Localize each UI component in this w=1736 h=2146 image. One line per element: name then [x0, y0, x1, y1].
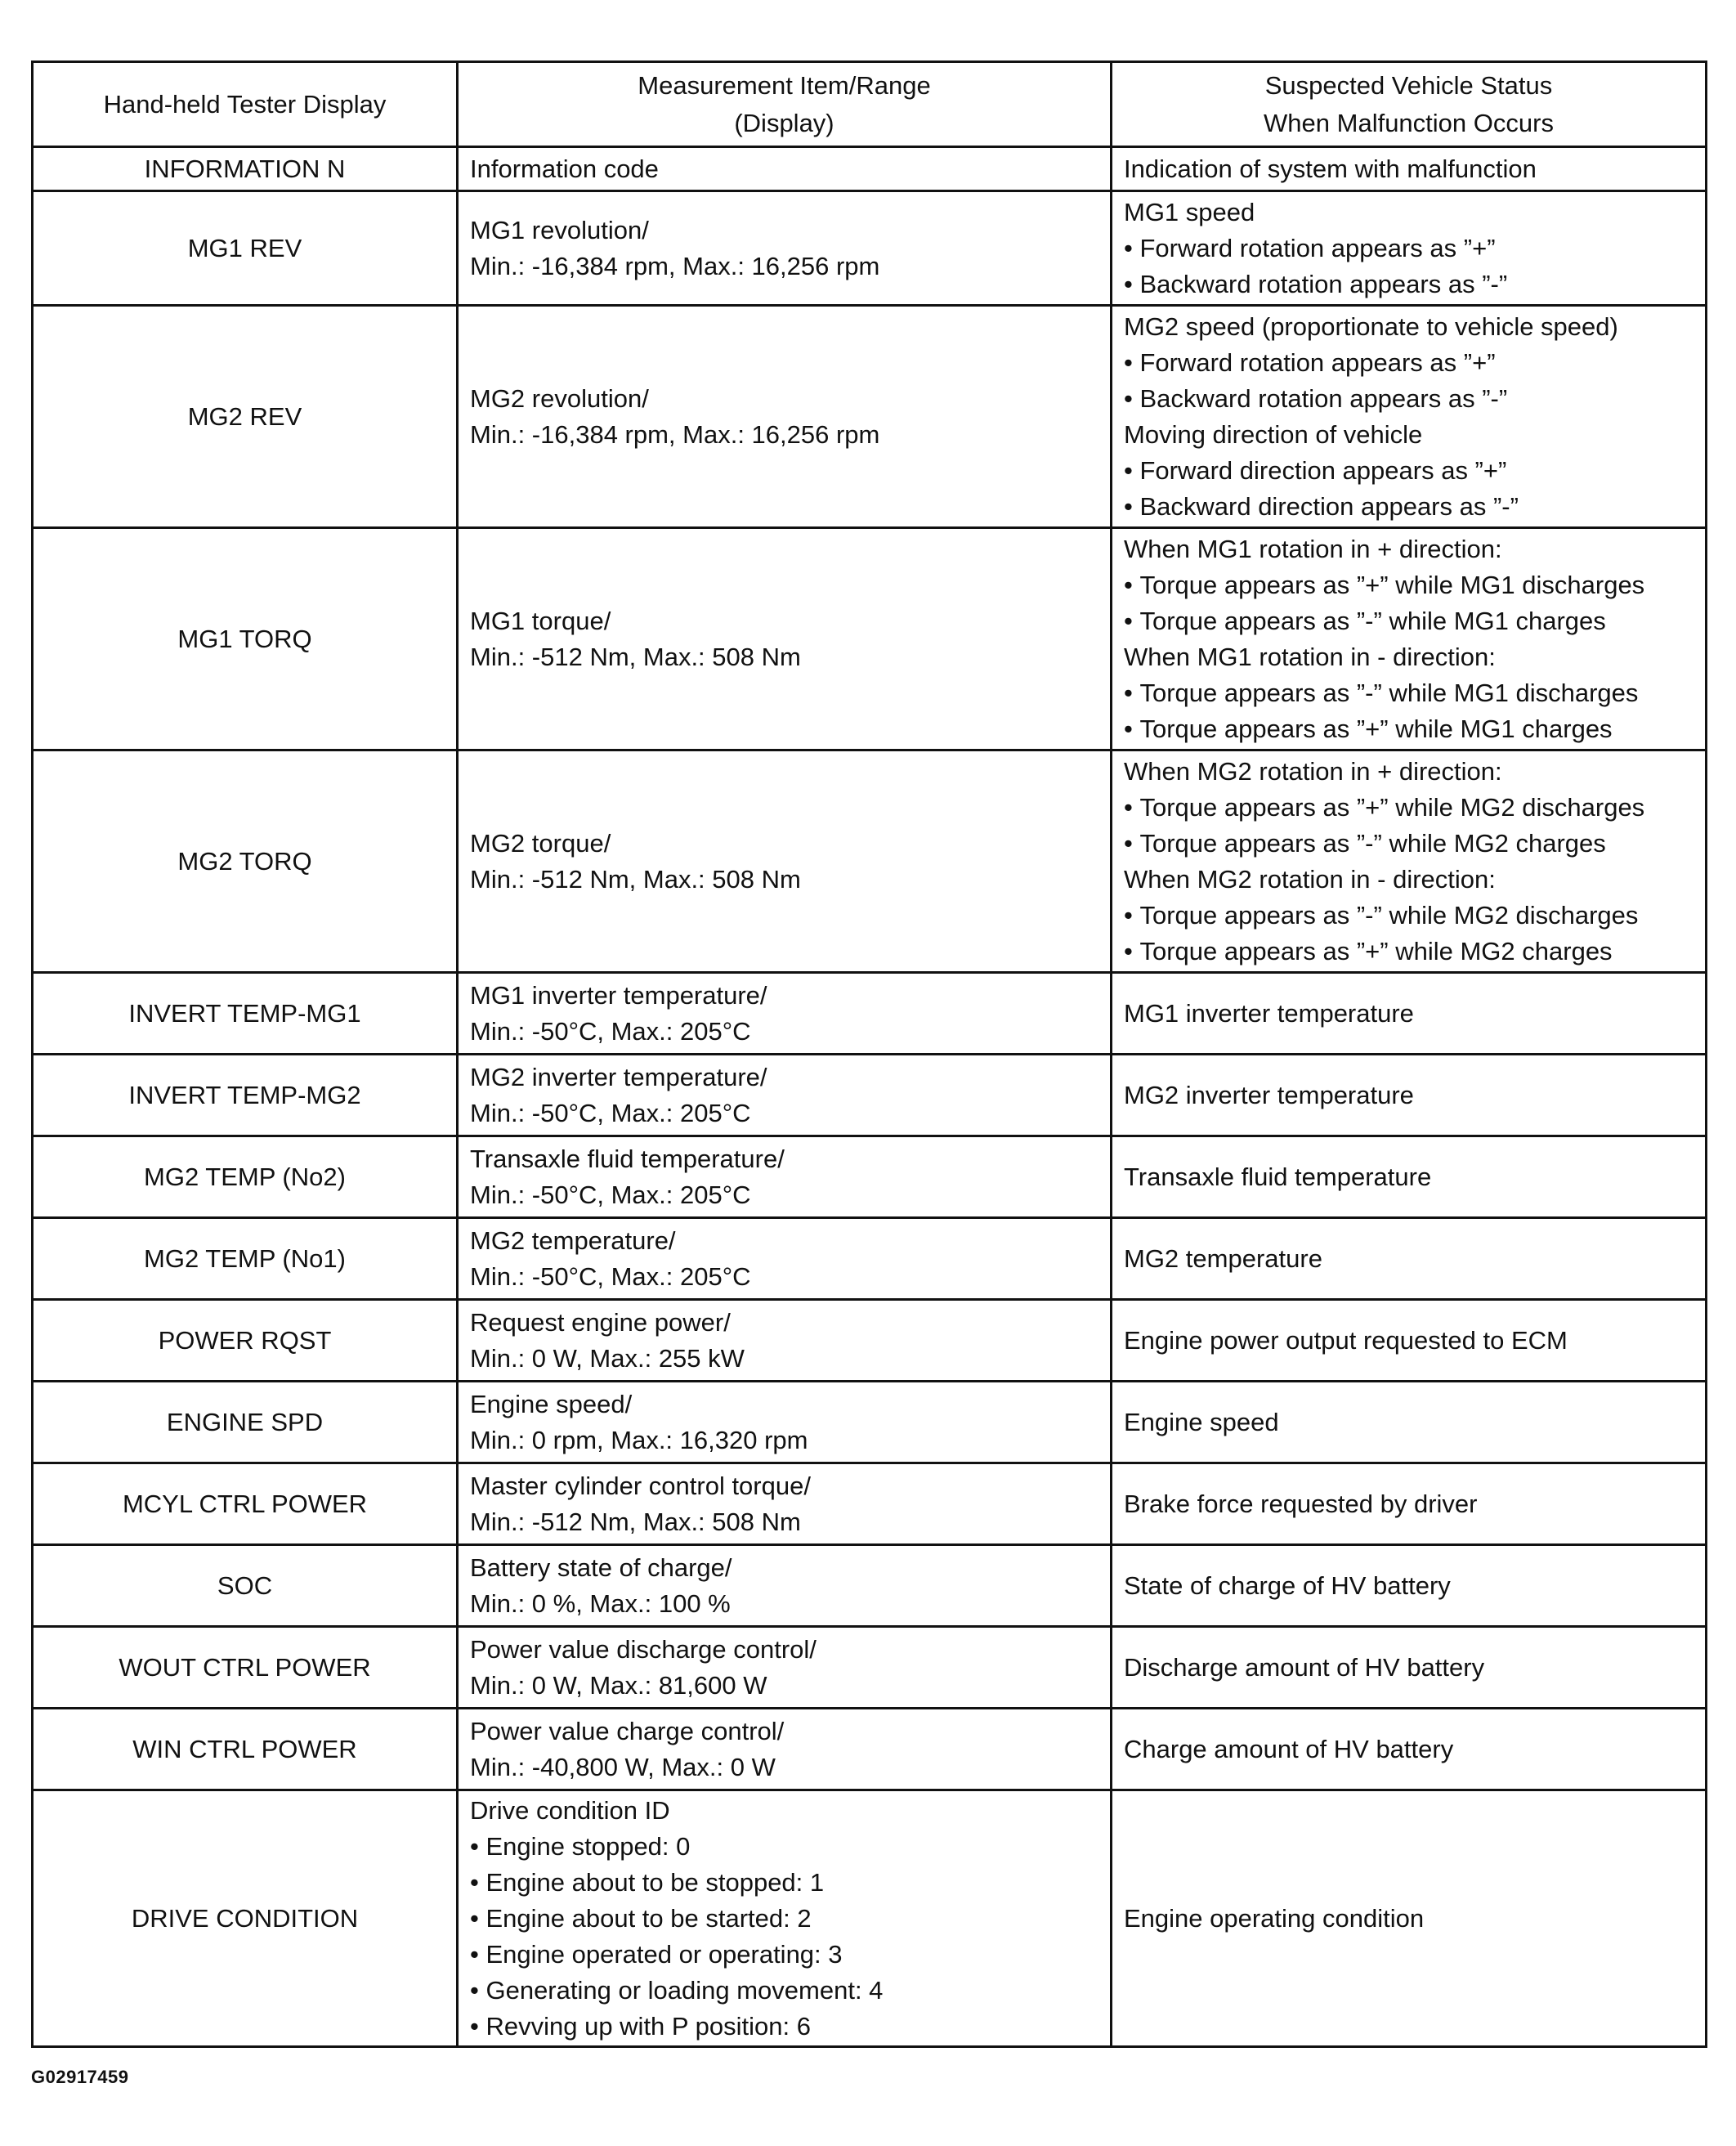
status-line: Engine operating condition: [1124, 1903, 1425, 1933]
display-name: MG1 TORQ: [177, 624, 312, 653]
cell-measurement-range: [458, 1300, 1112, 1382]
measurement-line: MG2 inverter temperature/: [470, 1062, 767, 1091]
measurement-line: Power value charge control/: [470, 1716, 785, 1745]
cell-measurement-range: [458, 1709, 1112, 1790]
table-row: [33, 1463, 1707, 1545]
status-line: When MG2 rotation in + direction:: [1124, 756, 1502, 786]
cell-suspected-status: [1112, 750, 1707, 973]
cell-measurement-range: [458, 1790, 1112, 2047]
header-line: When Malfunction Occurs: [1264, 108, 1554, 137]
measurement-line: Engine speed/: [470, 1389, 633, 1418]
data-list-table: [31, 60, 1707, 2048]
bullet-item: • Engine about to be started: 2: [470, 1901, 1098, 1937]
cell-tester-display: [33, 973, 458, 1055]
bullet-item: • Forward rotation appears as ”+”: [1124, 231, 1693, 267]
table-row: [33, 1218, 1707, 1300]
cell-suspected-status: [1112, 306, 1707, 528]
bullet-item: • Forward rotation appears as ”+”: [1124, 345, 1693, 381]
cell-measurement-range: [458, 1463, 1112, 1545]
table-header-row: [33, 62, 1707, 147]
header-line: (Display): [734, 108, 834, 137]
measurement-line: Min.: 0 rpm, Max.: 16,320 rpm: [470, 1425, 808, 1454]
cell-tester-display: [33, 1790, 458, 2047]
status-line: When MG2 rotation in - direction:: [1124, 864, 1496, 894]
cell-suspected-status: [1112, 1790, 1707, 2047]
cell-tester-display: [33, 1545, 458, 1627]
bullet-item: • Backward direction appears as ”-”: [1124, 489, 1693, 525]
header-tester-display: [33, 62, 458, 147]
bullet-item: • Torque appears as ”-” while MG1 charges: [1124, 603, 1693, 639]
table-row: [33, 1709, 1707, 1790]
bullet-item: • Engine about to be stopped: 1: [470, 1865, 1098, 1901]
bullet-item: • Torque appears as ”+” while MG1 charges: [1124, 711, 1693, 747]
cell-measurement-range: [458, 147, 1112, 191]
bullet-item: • Backward rotation appears as ”-”: [1124, 381, 1693, 417]
table-row: [33, 750, 1707, 973]
cell-tester-display: [33, 1218, 458, 1300]
measurement-line: Min.: 0 W, Max.: 81,600 W: [470, 1670, 767, 1700]
display-name: MG2 REV: [187, 401, 302, 431]
measurement-line: Min.: 0 %, Max.: 100 %: [470, 1588, 731, 1618]
table-row: [33, 306, 1707, 528]
table-row: [33, 1545, 1707, 1627]
status-line: When MG1 rotation in - direction:: [1124, 642, 1496, 671]
status-line: MG1 speed: [1124, 197, 1255, 226]
measurement-line: Min.: -50°C, Max.: 205°C: [470, 1016, 751, 1046]
status-line: Charge amount of HV battery: [1124, 1734, 1454, 1763]
cell-suspected-status: [1112, 1545, 1707, 1627]
bullet-item: • Generating or loading movement: 4: [470, 1973, 1098, 2009]
cell-suspected-status: [1112, 1627, 1707, 1709]
status-line: Engine power output requested to ECM: [1124, 1325, 1568, 1355]
measurement-line: Min.: -512 Nm, Max.: 508 Nm: [470, 1507, 801, 1536]
measurement-line: MG2 temperature/: [470, 1225, 676, 1255]
status-line: MG1 inverter temperature: [1124, 998, 1414, 1028]
table-row: [33, 528, 1707, 750]
measurement-line: Min.: -40,800 W, Max.: 0 W: [470, 1752, 776, 1781]
measurement-line: Transaxle fluid temperature/: [470, 1144, 785, 1173]
status-line: MG2 temperature: [1124, 1243, 1322, 1273]
bullet-item: • Torque appears as ”+” while MG2 charges: [1124, 934, 1693, 970]
cell-measurement-range: [458, 1136, 1112, 1218]
status-line: Engine speed: [1124, 1407, 1279, 1436]
table-row: [33, 1300, 1707, 1382]
cell-tester-display: [33, 750, 458, 973]
cell-suspected-status: [1112, 191, 1707, 306]
cell-tester-display: [33, 1463, 458, 1545]
status-line: Moving direction of vehicle: [1124, 419, 1423, 449]
cell-suspected-status: [1112, 528, 1707, 750]
cell-tester-display: [33, 1055, 458, 1136]
cell-measurement-range: [458, 1382, 1112, 1463]
bullet-item: • Forward direction appears as ”+”: [1124, 453, 1693, 489]
cell-tester-display: [33, 1382, 458, 1463]
display-name: WOUT CTRL POWER: [119, 1652, 371, 1682]
table-row: [33, 1136, 1707, 1218]
display-name: POWER RQST: [158, 1325, 332, 1355]
measurement-line: MG1 revolution/: [470, 215, 649, 244]
measurement-line: Power value discharge control/: [470, 1634, 817, 1664]
header-line: Suspected Vehicle Status: [1264, 70, 1553, 100]
table-row: [33, 973, 1707, 1055]
cell-tester-display: [33, 1709, 458, 1790]
status-line: MG2 speed (proportionate to vehicle speed): [1124, 311, 1618, 341]
measurement-line: Min.: -16,384 rpm, Max.: 16,256 rpm: [470, 419, 880, 449]
table-row: [33, 1790, 1707, 2047]
display-name: MG2 TEMP (No2): [144, 1162, 346, 1191]
display-name: INVERT TEMP-MG1: [128, 998, 361, 1028]
bullet-item: • Torque appears as ”-” while MG2 charges: [1124, 826, 1693, 862]
bullet-item: • Engine stopped: 0: [470, 1829, 1098, 1865]
cell-suspected-status: [1112, 1709, 1707, 1790]
table-row: [33, 1382, 1707, 1463]
display-name: INVERT TEMP-MG2: [128, 1080, 361, 1109]
table-row: [33, 147, 1707, 191]
measurement-line: Min.: -50°C, Max.: 205°C: [470, 1098, 751, 1127]
cell-suspected-status: [1112, 1382, 1707, 1463]
cell-tester-display: [33, 306, 458, 528]
status-line: State of charge of HV battery: [1124, 1570, 1451, 1600]
measurement-line: MG1 torque/: [470, 606, 611, 635]
cell-measurement-range: [458, 528, 1112, 750]
display-name: WIN CTRL POWER: [132, 1734, 357, 1763]
cell-measurement-range: [458, 1055, 1112, 1136]
cell-tester-display: [33, 1136, 458, 1218]
measurement-line: MG2 torque/: [470, 828, 611, 858]
bullet-item: • Engine operated or operating: 3: [470, 1937, 1098, 1973]
header-suspected-status: [1112, 62, 1707, 147]
measurement-line: Min.: 0 W, Max.: 255 kW: [470, 1343, 745, 1373]
display-name: MG1 REV: [187, 233, 302, 262]
cell-measurement-range: [458, 1218, 1112, 1300]
status-line: Brake force requested by driver: [1124, 1489, 1478, 1518]
bullet-item: • Torque appears as ”+” while MG2 discharges: [1124, 790, 1693, 826]
display-name: DRIVE CONDITION: [131, 1903, 359, 1933]
header-line: Measurement Item/Range: [638, 70, 931, 100]
cell-suspected-status: [1112, 1463, 1707, 1545]
display-name: MG2 TEMP (No1): [144, 1243, 346, 1273]
status-line: Transaxle fluid temperature: [1124, 1162, 1432, 1191]
table-row: [33, 1055, 1707, 1136]
header-measurement-range: [458, 62, 1112, 147]
measurement-line: Drive condition ID: [470, 1795, 670, 1825]
header-line: Hand-held Tester Display: [103, 89, 387, 119]
cell-suspected-status: [1112, 1218, 1707, 1300]
cell-measurement-range: [458, 750, 1112, 973]
cell-suspected-status: [1112, 1300, 1707, 1382]
status-line: Indication of system with malfunction: [1124, 154, 1537, 183]
cell-measurement-range: [458, 973, 1112, 1055]
bullet-item: • Backward rotation appears as ”-”: [1124, 267, 1693, 302]
cell-suspected-status: [1112, 147, 1707, 191]
measurement-line: Min.: -16,384 rpm, Max.: 16,256 rpm: [470, 251, 880, 280]
bullet-item: • Torque appears as ”-” while MG2 discharges: [1124, 898, 1693, 934]
table-row: [33, 1627, 1707, 1709]
table-row: [33, 191, 1707, 306]
status-line: MG2 inverter temperature: [1124, 1080, 1414, 1109]
cell-measurement-range: [458, 1627, 1112, 1709]
cell-measurement-range: [458, 1545, 1112, 1627]
cell-measurement-range: [458, 306, 1112, 528]
bullet-item: • Revving up with P position: 6: [470, 2009, 1098, 2045]
cell-tester-display: [33, 147, 458, 191]
measurement-line: Min.: -512 Nm, Max.: 508 Nm: [470, 864, 801, 894]
display-name: ENGINE SPD: [166, 1407, 324, 1436]
cell-suspected-status: [1112, 1136, 1707, 1218]
cell-suspected-status: [1112, 973, 1707, 1055]
cell-tester-display: [33, 191, 458, 306]
bullet-item: • Torque appears as ”+” while MG1 discharges: [1124, 567, 1693, 603]
measurement-line: Min.: -50°C, Max.: 205°C: [470, 1180, 751, 1209]
measurement-line: Min.: -50°C, Max.: 205°C: [470, 1261, 751, 1291]
measurement-line: Request engine power/: [470, 1307, 731, 1337]
status-line: When MG1 rotation in + direction:: [1124, 534, 1502, 563]
bullet-item: • Torque appears as ”-” while MG1 discharges: [1124, 675, 1693, 711]
cell-tester-display: [33, 1300, 458, 1382]
measurement-line: Information code: [470, 154, 659, 183]
measurement-line: MG2 revolution/: [470, 383, 649, 413]
display-name: MG2 TORQ: [177, 846, 312, 876]
figure-id: G02917459: [31, 2067, 129, 2087]
cell-tester-display: [33, 1627, 458, 1709]
cell-measurement-range: [458, 191, 1112, 306]
cell-tester-display: [33, 528, 458, 750]
measurement-line: Battery state of charge/: [470, 1552, 732, 1582]
cell-suspected-status: [1112, 1055, 1707, 1136]
measurement-line: Min.: -512 Nm, Max.: 508 Nm: [470, 642, 801, 671]
status-line: Discharge amount of HV battery: [1124, 1652, 1485, 1682]
measurement-line: Master cylinder control torque/: [470, 1471, 811, 1500]
display-name: INFORMATION N: [144, 154, 346, 183]
display-name: MCYL CTRL POWER: [122, 1489, 368, 1518]
measurement-line: MG1 inverter temperature/: [470, 980, 767, 1010]
display-name: SOC: [217, 1570, 273, 1600]
